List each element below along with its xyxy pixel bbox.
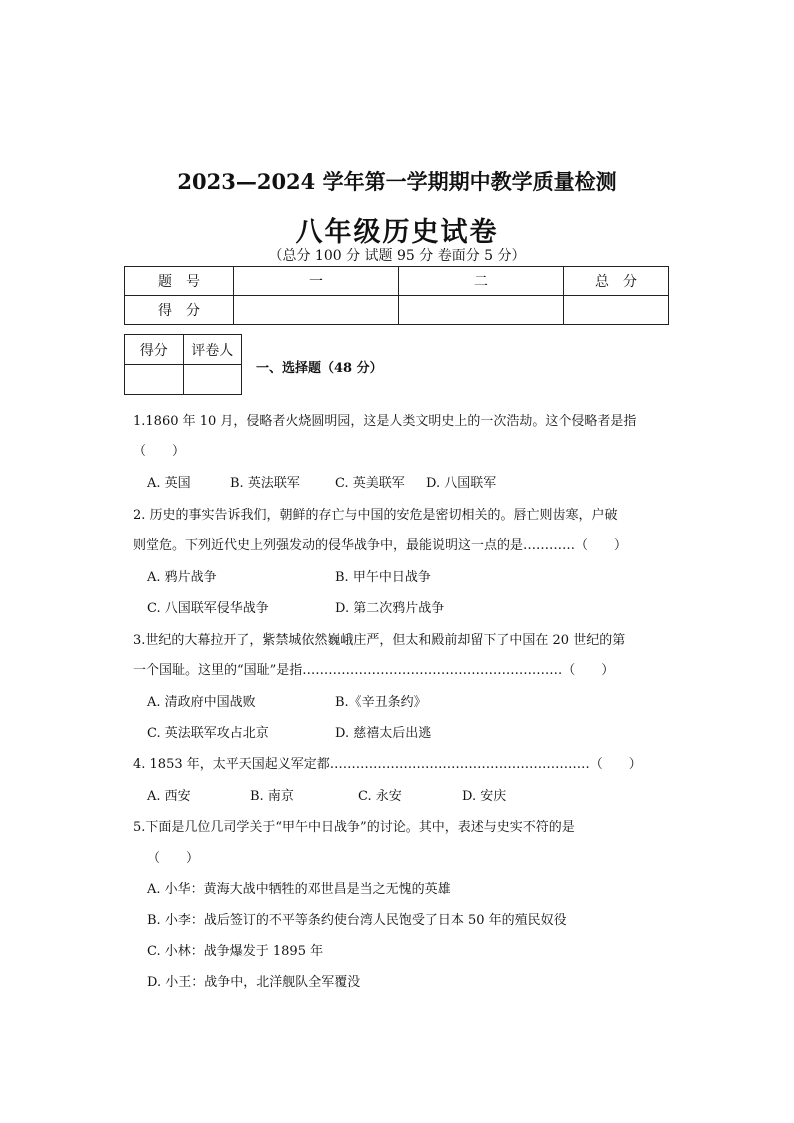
question-5-option-a[interactable]: A. 小华：黄海大战中牺牲的邓世昌是当之无愧的英雄 bbox=[147, 882, 451, 897]
question-1-line-1: 1.1860 年 10 月，侵略者火烧圆明园，这是人类文明史上的一次浩劫。这个侵略者是指 bbox=[133, 414, 637, 429]
score-row-label: 得 分 bbox=[125, 296, 234, 325]
score-header-part-two: 二 bbox=[399, 267, 564, 296]
question-4-line-1: 4. 1853 年，太平天国起义军定都……………………………………………………（ ） bbox=[133, 757, 642, 772]
question-1-line-2: （ ） bbox=[133, 444, 186, 459]
score-cell-part-one[interactable] bbox=[234, 296, 399, 325]
question-5-option-b[interactable]: B. 小李：战后签订的不平等条约使台湾人民饱受了日本 50 年的殖民奴役 bbox=[147, 913, 567, 928]
exam-title: 2023—2024 学年第一学期期中教学质量检测 bbox=[177, 169, 617, 194]
question-5-line-1: 5.下面是几位几司学关于“甲午中日战争”的讨论。其中，表述与史实不符的是 bbox=[133, 820, 575, 835]
question-1-option-a[interactable]: A. 英国 bbox=[147, 476, 191, 491]
question-4-option-b[interactable]: B. 南京 bbox=[250, 789, 294, 804]
score-cell-total[interactable] bbox=[564, 296, 669, 325]
exam-subtitle: 八年级历史试卷 bbox=[295, 217, 499, 248]
score-header-total: 总 分 bbox=[564, 267, 669, 296]
question-2-line-2: 则堂危。下列近代史上列强发动的侵华战争中，最能说明这一点的是…………（ ） bbox=[133, 538, 628, 553]
grader-name-label: 评卷人 bbox=[183, 335, 242, 365]
score-table-score-row bbox=[125, 296, 669, 325]
grader-score-cell[interactable] bbox=[125, 365, 184, 395]
question-2-option-d[interactable]: D. 第二次鸦片战争 bbox=[335, 601, 445, 616]
question-5-line-2: （ ） bbox=[147, 851, 200, 866]
score-note: （总分 100 分 试题 95 分 卷面分 5 分） bbox=[268, 248, 526, 264]
question-5-option-d[interactable]: D. 小王：战争中，北洋舰队全军覆没 bbox=[147, 975, 361, 990]
score-cell-part-two[interactable] bbox=[399, 296, 564, 325]
question-3-option-a[interactable]: A. 清政府中国战败 bbox=[147, 695, 256, 710]
question-1-option-b[interactable]: B. 英法联军 bbox=[230, 476, 300, 491]
grader-table bbox=[124, 334, 242, 395]
score-header-part-one: 一 bbox=[234, 267, 399, 296]
question-5-option-c[interactable]: C. 小林：战争爆发于 1895 年 bbox=[147, 944, 324, 959]
question-1-option-d[interactable]: D. 八国联军 bbox=[426, 476, 497, 491]
question-1-option-c[interactable]: C. 英美联军 bbox=[335, 476, 405, 491]
score-header-question-no: 题 号 bbox=[125, 267, 234, 296]
question-3-line-1: 3.世纪的大幕拉开了，紫禁城依然巍峨庄严，但太和殿前却留下了中国在 20 世纪的第 bbox=[133, 633, 626, 648]
grader-score-label: 得分 bbox=[125, 335, 184, 365]
question-4-option-d[interactable]: D. 安庆 bbox=[462, 789, 507, 804]
question-4-option-c[interactable]: C. 永安 bbox=[358, 789, 402, 804]
question-3-option-d[interactable]: D. 慈禧太后出逃 bbox=[335, 726, 432, 741]
grader-name-cell[interactable] bbox=[183, 365, 242, 395]
section-title: 一、选择题（48 分） bbox=[256, 361, 383, 376]
score-table-header-row bbox=[125, 267, 669, 296]
question-2-option-c[interactable]: C. 八国联军侵华战争 bbox=[147, 601, 269, 616]
question-3-line-2: 一个国耻。这里的“国耻”是指……………………………………………………（ ） bbox=[133, 663, 615, 678]
question-3-option-b[interactable]: B.《辛丑条约》 bbox=[335, 695, 427, 710]
question-2-option-b[interactable]: B. 甲午中日战争 bbox=[335, 570, 431, 585]
score-table bbox=[124, 266, 669, 325]
question-3-option-c[interactable]: C. 英法联军攻占北京 bbox=[147, 726, 269, 741]
question-2-option-a[interactable]: A. 鸦片战争 bbox=[147, 570, 217, 585]
question-2-line-1: 2. 历史的事实告诉我们，朝鲜的存亡与中国的安危是密切相关的。唇亡则齿寒，户破 bbox=[133, 508, 618, 523]
question-4-option-a[interactable]: A. 西安 bbox=[147, 789, 191, 804]
